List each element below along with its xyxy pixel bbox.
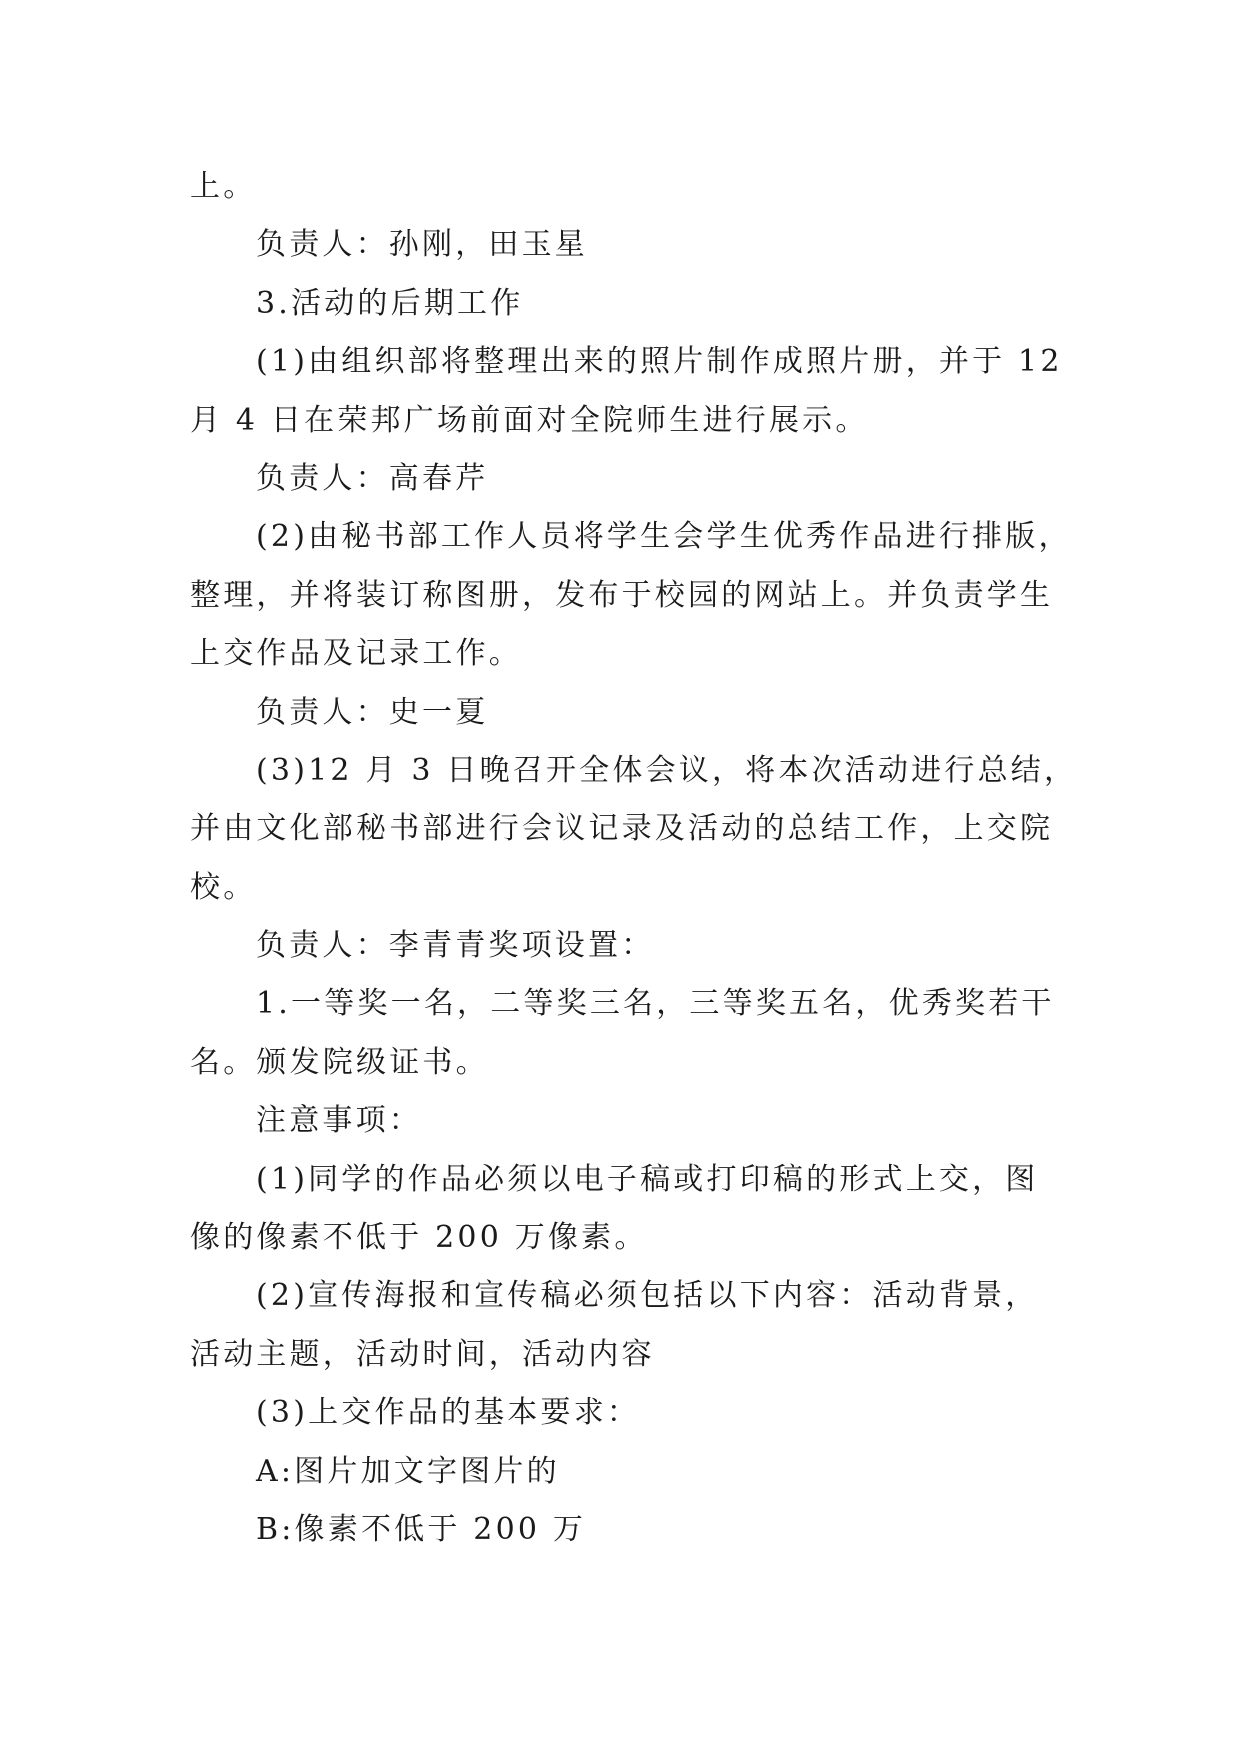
- text-line: 整理，并将装订称图册，发布于校园的网站上。并负责学生: [190, 577, 1054, 613]
- text-line: 校。: [190, 869, 257, 905]
- text-line: 负责人：李青青奖项设置：: [256, 928, 655, 964]
- text-line: 并由文化部秘书部进行会议记录及活动的总结工作，上交院: [190, 811, 1054, 847]
- text-line: 上交作品及记录工作。: [190, 636, 522, 672]
- text-line: 负责人：史一夏: [256, 694, 489, 730]
- text-line: (1)由组织部将整理出来的照片制作成照片册，并于 12: [256, 344, 1063, 380]
- text-line: 负责人：高春芹: [256, 460, 489, 496]
- text-line: 活动主题，活动时间，活动内容: [190, 1336, 655, 1372]
- text-line: (3)12 月 3 日晚召开全体会议，将本次活动进行总结，: [256, 752, 1078, 788]
- text-line: 1.一等奖一名，二等奖三名，三等奖五名，优秀奖若干: [256, 986, 1055, 1022]
- text-line: A:图片加文字图片的: [256, 1453, 560, 1489]
- text-line: 负责人：孙刚，田玉星: [256, 227, 588, 263]
- text-line: (3)上交作品的基本要求：: [256, 1395, 641, 1431]
- document-body: [190, 158, 1078, 1559]
- text-line: (2)由秘书部工作人员将学生会学生优秀作品进行排版，: [256, 519, 1072, 555]
- text-line: 名。颁发院级证书。: [190, 1044, 489, 1080]
- text-line: 像的像素不低于 200 万像素。: [190, 1220, 648, 1256]
- text-line: (2)宣传海报和宣传稿必须包括以下内容：活动背景，: [256, 1278, 1039, 1314]
- text-line: 月 4 日在荣邦广场前面对全院师生进行展示。: [190, 402, 869, 438]
- section-heading: 3.活动的后期工作: [256, 285, 524, 321]
- section-heading: 注意事项：: [256, 1103, 422, 1139]
- text-line: B:像素不低于 200 万: [256, 1511, 587, 1547]
- text-line: 上。: [190, 169, 257, 204]
- text-line: (1)同学的作品必须以电子稿或打印稿的形式上交，图: [256, 1161, 1039, 1197]
